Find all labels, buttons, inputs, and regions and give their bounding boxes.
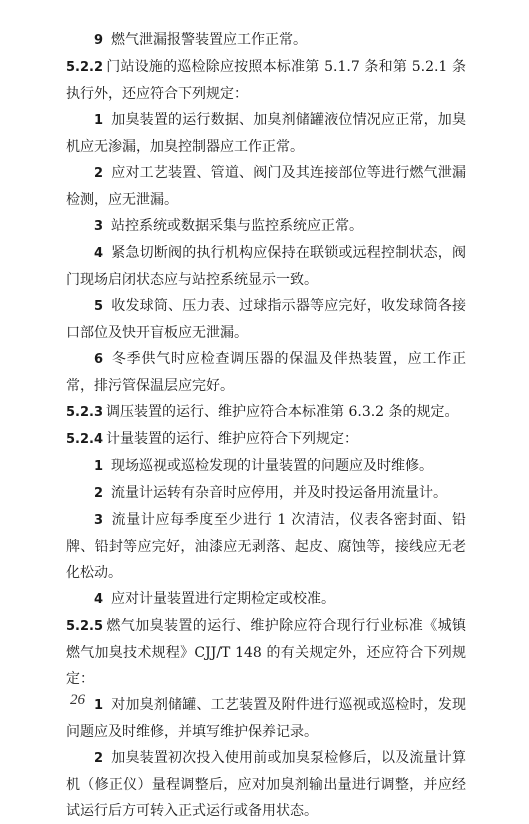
item-text: 应对计量装置进行定期检定或校准。 xyxy=(111,591,336,607)
item-text: 收发球筒、压力表、过球指示器等应完好，收发球筒各接口部位及快开盲板应无泄漏。 xyxy=(66,298,466,341)
list-item xyxy=(66,346,466,399)
item-text: 流量计应每季度至少进行 1 次清洁，仪表各密封面、铅牌、铅封等应完好，油漆应无剥落、起皮、腐蚀等，接线应无老化松动。 xyxy=(66,512,466,581)
page-content xyxy=(66,27,466,824)
item-text: 对加臭剂储罐、工艺装置及附件进行巡视或巡检时，发现问题应及时维修，并填写维护保养记录。 xyxy=(66,697,466,740)
list-item xyxy=(66,107,466,160)
item-number: 2 xyxy=(94,166,104,181)
list-item xyxy=(66,507,466,586)
item-text: 流量计运转有杂音时应停用，并及时投运备用流量计。 xyxy=(111,485,448,501)
list-item xyxy=(66,240,466,293)
clause-number: 5.2.3 xyxy=(66,405,104,420)
clause-number: 5.2.5 xyxy=(66,619,104,634)
list-item xyxy=(66,453,466,480)
list-item xyxy=(66,692,466,745)
page-number: 26 xyxy=(70,692,85,708)
item-text: 现场巡视或巡检发现的计量装置的问题应及时维修。 xyxy=(111,458,434,474)
clause-number: 5.2.2 xyxy=(66,60,104,75)
item-number: 5 xyxy=(94,299,104,314)
list-item xyxy=(66,160,466,213)
item-number: 6 xyxy=(94,352,104,367)
item-text: 加臭装置的运行数据、加臭剂储罐液位情况应正常，加臭机应无渗漏，加臭控制器应工作正常。 xyxy=(66,112,466,155)
list-item xyxy=(66,213,466,240)
clause-number: 5.2.4 xyxy=(66,432,104,447)
item-text: 站控系统或数据采集与监控系统应正常。 xyxy=(111,218,364,234)
clause-text: 燃气加臭装置的运行、维护除应符合现行行业标准《城镇燃气加臭技术规程》CJJ/T 148 的有关规定外，还应符合下列规定： xyxy=(66,618,466,687)
item-text: 应对工艺装置、管道、阀门及其连接部位等进行燃气泄漏检测，应无泄漏。 xyxy=(66,165,466,208)
clause-paragraph xyxy=(66,399,466,426)
item-number: 2 xyxy=(94,751,104,766)
list-item xyxy=(66,293,466,346)
item-number: 3 xyxy=(94,513,104,528)
clause-text: 门站设施的巡检除应按照本标准第 5.1.7 条和第 5.2.1 条执行外，还应符合下列规定： xyxy=(66,59,466,102)
item-number: 4 xyxy=(94,592,104,607)
clause-text: 计量装置的运行、维护应符合下列规定： xyxy=(106,431,359,447)
item-text: 紧急切断阀的执行机构应保持在联锁或远程控制状态，阀门现场启闭状态应与站控系统显示一致。 xyxy=(66,245,466,288)
item-number: 9 xyxy=(94,33,104,48)
clause-paragraph xyxy=(66,426,466,453)
list-item xyxy=(66,586,466,613)
item-number: 4 xyxy=(94,246,104,261)
clause-paragraph xyxy=(66,613,466,692)
item-text: 加臭装置初次投入使用前或加臭泵检修后，以及流量计算机（修正仪）量程调整后，应对加臭剂输出量进行调整，并应经试运行后方可转入正式运行或备用状态。 xyxy=(66,750,466,819)
item-number: 1 xyxy=(94,698,104,713)
item-number: 2 xyxy=(94,486,104,501)
item-number: 1 xyxy=(94,113,104,128)
clause-paragraph xyxy=(66,54,466,107)
item-number: 3 xyxy=(94,219,104,234)
clause-text: 调压装置的运行、维护应符合本标准第 6.3.2 条的规定。 xyxy=(106,404,459,420)
item-text: 燃气泄漏报警装置应工作正常。 xyxy=(111,32,308,48)
list-item xyxy=(66,480,466,507)
list-item xyxy=(66,745,466,824)
item-text: 冬季供气时应检查调压器的保温及伴热装置，应工作正常，排污管保温层应完好。 xyxy=(66,351,466,394)
item-number: 1 xyxy=(94,459,104,474)
list-item xyxy=(66,27,466,54)
